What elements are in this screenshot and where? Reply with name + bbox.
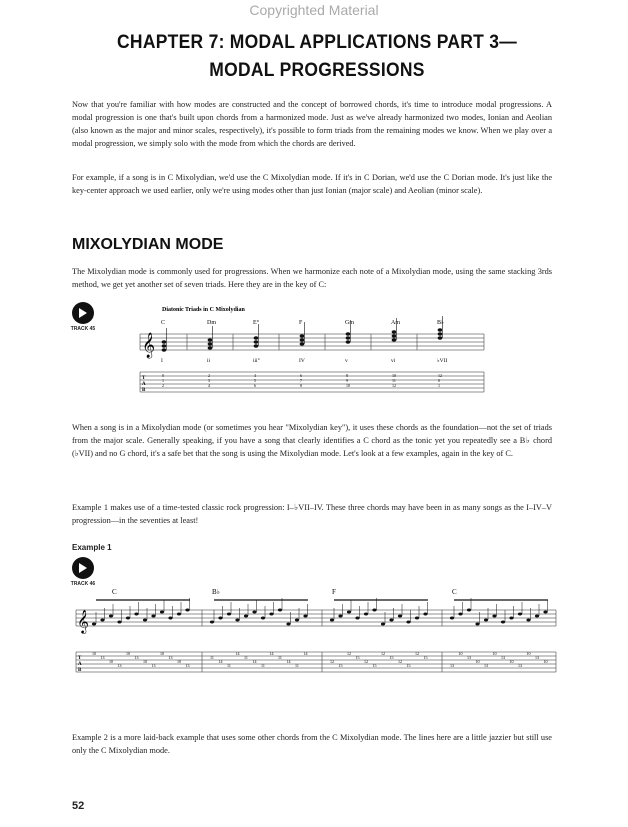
tab-number: 2 <box>162 383 164 388</box>
chord-symbol: C <box>161 320 166 326</box>
watermark: Copyrighted Material <box>249 2 379 18</box>
tab-number: 12 <box>398 659 402 664</box>
tab-number: 9 <box>346 378 348 383</box>
notehead <box>458 613 462 616</box>
notehead <box>92 623 96 626</box>
tab-number: 0 <box>162 373 164 378</box>
chapter-title-line2: MODAL PROGRESSIONS <box>209 60 425 81</box>
tab-number: 15 <box>423 655 428 660</box>
tab-number: 7 <box>300 378 302 383</box>
tab-clef-B: B <box>142 388 146 393</box>
notehead <box>244 615 248 618</box>
tab-number: 10 <box>543 659 548 664</box>
notehead <box>134 613 138 616</box>
tab-number: 12 <box>381 651 385 656</box>
treble-clef-icon: 𝄞 <box>77 611 89 633</box>
paragraph-2: For example, if a song is in C Mixolydian, we'd use the C Mixolydian mode. If it's in C Dorian, we'd use the C Dorian mode. It's just like the key-center approach we used earlier, only we're using modes other than just Ionian (major scale) and Aeolian (minor scale). <box>72 173 552 195</box>
roman-numeral: IV <box>299 358 305 364</box>
notehead <box>398 615 402 618</box>
tab-number: 11 <box>295 663 299 668</box>
notehead <box>261 617 265 620</box>
notehead <box>347 611 351 614</box>
audio-cd-icon <box>72 302 94 324</box>
roman-numeral: vi <box>391 358 396 364</box>
notehead <box>218 617 222 620</box>
notehead <box>235 619 239 622</box>
tab-number: 12 <box>415 651 419 656</box>
tab-number: 13 <box>100 655 105 660</box>
tab-number: 4 <box>208 383 210 388</box>
tab-number: 15 <box>355 655 360 660</box>
tab-clef-A: A <box>142 382 146 387</box>
notehead <box>252 611 256 614</box>
notehead <box>286 623 290 626</box>
notehead <box>450 617 454 620</box>
notehead <box>509 617 513 620</box>
tab-number: 6 <box>300 373 302 378</box>
tab-number: 15 <box>372 663 377 668</box>
tab-number: 14 <box>235 651 240 656</box>
tab-number: 12 <box>392 383 396 388</box>
tab-number: 13 <box>450 663 454 668</box>
example-1-label: Example 1 <box>72 543 112 552</box>
paragraph-5: Example 2 is a more laid-back example that uses some other chords from the C Mixolydian mode. The lines here are a little jazzier but still use only the C Mixolydian mode. <box>72 733 552 755</box>
tab-number: 13 <box>134 655 139 660</box>
notehead <box>346 332 351 335</box>
notehead <box>162 340 167 343</box>
notehead <box>162 344 167 347</box>
notehead <box>117 621 121 624</box>
chord-symbol: C <box>452 588 457 596</box>
tab-number: 1 <box>162 378 164 383</box>
tab-number: 1 <box>438 383 440 388</box>
notehead <box>208 346 213 349</box>
notehead <box>109 615 113 618</box>
notehead <box>338 615 342 618</box>
tab-number: 11 <box>392 378 396 383</box>
tab-number: 13 <box>501 655 505 660</box>
chord-symbol: E° <box>253 320 260 326</box>
tab-number: 2 <box>208 373 210 378</box>
notehead <box>210 621 214 624</box>
tab-number: 10 <box>109 659 113 664</box>
notehead <box>162 348 167 351</box>
tab-number: 10 <box>526 651 531 656</box>
audio-cd-icon <box>72 557 94 579</box>
tab-number: 10 <box>509 659 514 664</box>
notehead <box>151 615 155 618</box>
diatonic-triads-notation <box>134 300 486 406</box>
tab-number: 15 <box>338 663 343 668</box>
notehead <box>438 328 443 331</box>
track-45-badge[interactable] <box>70 302 96 332</box>
tab-number: 15 <box>406 663 411 668</box>
tab-number: 14 <box>269 651 274 656</box>
tab-number: 10 <box>177 659 181 664</box>
notehead <box>501 621 505 624</box>
roman-numeral: I <box>161 358 163 364</box>
notehead <box>518 613 522 616</box>
tab-number: 4 <box>254 373 256 378</box>
notehead <box>100 619 104 622</box>
notehead <box>492 615 496 618</box>
tab-number: 11 <box>261 663 265 668</box>
notehead <box>278 609 282 612</box>
notehead <box>543 611 547 614</box>
tab-number: 13 <box>185 663 190 668</box>
tab-number: 10 <box>492 651 497 656</box>
tab-number: 12 <box>347 651 351 656</box>
tab-number: 14 <box>218 659 223 664</box>
notehead <box>415 617 419 620</box>
chord-symbol: B♭ <box>212 588 220 596</box>
notehead <box>406 621 410 624</box>
notehead <box>300 338 305 341</box>
section-intro: The Mixolydian mode is commonly used for progressions. When we harmonize each note of a Mixolydian mode, using the same stacking 3rds method, we get yet another set of seven triads. Here they are in the key of C: <box>72 267 552 289</box>
tab-number: 10 <box>143 659 147 664</box>
notehead <box>300 334 305 337</box>
notehead <box>208 338 213 341</box>
tab-number: 3 <box>208 378 210 383</box>
tab-number: 8 <box>300 383 302 388</box>
notehead <box>295 619 299 622</box>
tab-number: 13 <box>535 655 539 660</box>
notehead <box>381 623 385 626</box>
notehead <box>269 613 273 616</box>
tab-number: 13 <box>151 663 156 668</box>
tab-clef-T: T <box>142 376 146 381</box>
notehead <box>254 336 259 339</box>
notehead <box>185 609 189 612</box>
notehead <box>484 619 488 622</box>
notehead <box>389 619 393 622</box>
paragraph-3: When a song is in a Mixolydian mode (or sometimes you hear "Mixolydian key"), it uses these chords as the foundation—not the set of triads from the major scale. Generally speaking, if you have a song that clearly identifies a C chord as the tonic yet you repeatedly see a B♭ chord (♭VII) and no G chord, it's a safe bet that the song is using the Mixolydian mode. Let's look at a few examples, again in the key of C. <box>72 423 552 458</box>
tab-number: 13 <box>117 663 122 668</box>
tab-number: 10 <box>458 651 463 656</box>
tab-clef-T: T <box>78 656 82 661</box>
tab-number: 14 <box>303 651 308 656</box>
tab-number: 10 <box>92 651 96 656</box>
tab-number: 11 <box>227 663 231 668</box>
chord-symbol: F <box>299 320 303 326</box>
section-title: MIXOLYDIAN MODE <box>72 236 224 253</box>
notehead <box>355 617 359 620</box>
notehead <box>143 619 147 622</box>
notehead <box>475 623 479 626</box>
notehead <box>392 334 397 337</box>
tab-number: 15 <box>389 655 394 660</box>
notehead <box>168 617 172 620</box>
tab-number: 12 <box>438 373 442 378</box>
chord-symbol: C <box>112 588 117 596</box>
notation-title: Diatonic Triads in C Mixolydian <box>162 307 245 313</box>
intro-paragraph: Now that you're familiar with how modes are constructed and the concept of borrowed chords, it's time to introduce modal progressions. A modal progression is one that's built upon chords from a harmonized mode. Just as we've already harmonized two modes, Ionian and Aeolian (also known as the major and minor scales, respectively), it's possible to form triads from the remaining modes we know. When we play over a modal progression, we simply solo with the mode from which the chords are derived. <box>72 100 552 148</box>
chord-symbol: Gm <box>345 320 354 326</box>
notehead <box>346 336 351 339</box>
tab-number: 8 <box>346 373 348 378</box>
chord-symbol: F <box>332 588 336 596</box>
roman-numeral: ♭VII <box>437 358 448 364</box>
notehead <box>300 342 305 345</box>
tab-number: 0 <box>438 378 440 383</box>
tab-number: 5 <box>254 378 256 383</box>
roman-numeral: iii° <box>253 358 260 364</box>
chord-symbol: B♭ <box>437 320 444 326</box>
tab-clef-A: A <box>78 662 82 667</box>
track-label: TRACK 46 <box>70 581 96 587</box>
notehead <box>177 613 181 616</box>
tab-number: 14 <box>286 659 291 664</box>
tab-clef-B: B <box>78 668 82 673</box>
tab-number: 10 <box>392 373 396 378</box>
roman-numeral: v <box>345 358 348 364</box>
notehead <box>535 615 539 618</box>
notehead <box>227 613 231 616</box>
notehead <box>392 330 397 333</box>
notehead <box>346 340 351 343</box>
tab-number: 11 <box>244 655 248 660</box>
notehead <box>208 342 213 345</box>
notehead <box>364 613 368 616</box>
tab-number: 13 <box>467 655 471 660</box>
chord-symbol: Am <box>391 320 400 326</box>
tab-number: 10 <box>475 659 480 664</box>
paragraph-4: Example 1 makes use of a time-tested classic rock progression: I–♭VII–IV. These three chords may have been in as many songs as the I–IV–V progression—in the seventies at least! <box>72 503 552 525</box>
example-1-notation <box>72 582 558 692</box>
notehead <box>438 336 443 339</box>
treble-clef-icon: 𝄞 <box>142 332 156 357</box>
notehead <box>254 340 259 343</box>
notehead <box>392 338 397 341</box>
track-label: TRACK 45 <box>70 326 96 332</box>
notehead <box>526 619 530 622</box>
notehead <box>303 615 307 618</box>
tab-number: 10 <box>160 651 164 656</box>
tab-number: 11 <box>210 655 214 660</box>
tab-number: 10 <box>126 651 130 656</box>
tab-number: 13 <box>518 663 522 668</box>
notehead <box>423 613 427 616</box>
roman-numeral: ii <box>207 358 211 364</box>
tab-number: 13 <box>484 663 488 668</box>
chapter-title-line1: CHAPTER 7: MODAL APPLICATIONS PART 3— <box>117 32 517 53</box>
notehead <box>126 617 130 620</box>
notehead <box>330 619 334 622</box>
chord-symbol: Dm <box>207 320 216 326</box>
notehead <box>467 609 471 612</box>
tab-number: 13 <box>168 655 173 660</box>
tab-number: 12 <box>330 659 334 664</box>
tab-number: 11 <box>278 655 282 660</box>
page-number: 52 <box>72 800 85 812</box>
notehead <box>160 611 164 614</box>
notehead <box>372 609 376 612</box>
tab-number: 14 <box>252 659 257 664</box>
tab-number: 6 <box>254 383 256 388</box>
notehead <box>254 344 259 347</box>
notehead <box>438 332 443 335</box>
tab-number: 10 <box>346 383 350 388</box>
tab-number: 12 <box>364 659 368 664</box>
